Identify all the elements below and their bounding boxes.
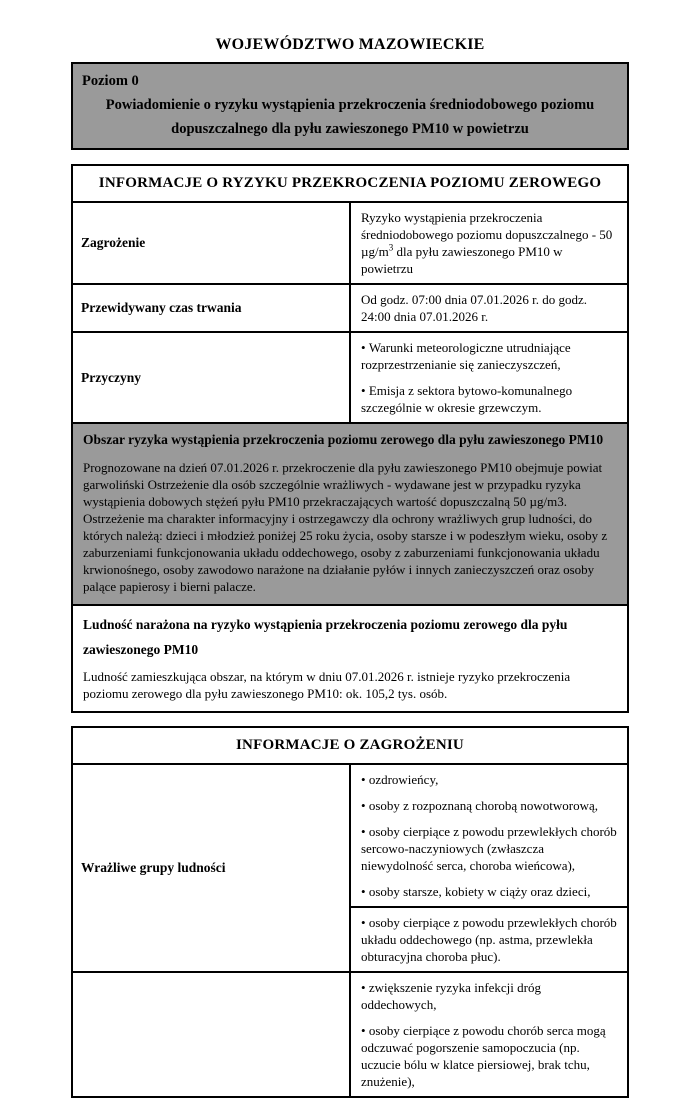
threat-label: Zagrożenie [72, 202, 350, 284]
table-row-threat [72, 202, 628, 284]
page-title: WOJEWÓDZTWO MAZOWIECKIE [215, 36, 485, 53]
risk-info-section [71, 164, 629, 713]
causes-bullet-list [361, 339, 617, 416]
table-header-row [72, 165, 628, 202]
table-header-row [72, 727, 628, 764]
bullet-item: • osoby cierpiące z powodu chorób serca mogą odczuwać pogorszenie samopoczucia (np. uczucie bólu w klatce piersiowej, brak tchu, znużenie), [361, 1022, 617, 1090]
bullet-item: • osoby cierpiące z powodu przewlekłych chorób sercowo-naczyniowych (zwłaszcza niewydolność serca, choroba wieńcowa), [361, 823, 617, 874]
risk-table-title: INFORMACJE O RYZYKU PRZEKROCZENIA POZIOMU ZEROWEGO [72, 165, 628, 202]
threat-value-post: dla pyłu zawieszonego PM10 w powietrzu [361, 244, 563, 276]
table-row-duration [72, 284, 628, 332]
risk-area-heading: Obszar ryzyka wystąpienia przekroczenia poziomu zerowego dla pyłu zawieszonego PM10 [83, 432, 604, 447]
hazard-info-table [71, 726, 629, 1098]
population-heading: Ludność narażona na ryzyko wystąpienia przekroczenia poziomu zerowego dla pyłu zawieszonego PM10 [83, 617, 568, 657]
bullet-item: • osoby z rozpoznaną chorobą nowotworową, [361, 797, 617, 814]
duration-label: Przewidywany czas trwania [72, 284, 350, 332]
table-row-population [72, 605, 628, 712]
sensitive-groups-respiratory [350, 907, 628, 972]
bullet-item: • osoby starsze, kobiety w ciąży oraz dzieci, [361, 883, 617, 900]
alert-level-banner [71, 62, 629, 150]
respiratory-bullet-list [361, 914, 617, 965]
risk-area-body: Prognozowane na dzień 07.01.2026 r. przekroczenie dla pyłu zawieszonego PM10 obejmuje powiat garwoliński Ostrzeżenie dla osób szczególnie wrażliwych - wydawane jest w przypadku ryzyka wystąpienia dobowych stężeń pyłu PM10 przekraczających wartość dopuszczalną 50 µg/m3. Ostrzeżenie ma charakter informacyjny i ostrzegawczy dla ochrony wrażliwych grup ludności, do których należą: dzieci i młodzież poniżej 25 roku życia, osoby starsze i w podeszłym wieku, osoby z zaburzeniami funkcjonowania układu oddechowego, osoby z zaburzeniami funkcjonowania układu krwionośnego, osoby zawodowo narażone na działanie pyłów i innych zanieczyszczeń oraz osoby palące papierosy i bierni palacze. [83, 460, 608, 594]
bullet-item: • osoby cierpiące z powodu przewlekłych chorób układu oddechowego (np. astma, przewlekła obturacyjna choroba płuc). [361, 914, 617, 965]
bullet-item: • zwiększenie ryzyka infekcji dróg oddechowych, [361, 979, 617, 1013]
sensitive-groups-label: Wrażliwe grupy ludności [72, 764, 350, 972]
sensitive-groups-bullet-list [361, 771, 617, 900]
table-row-risk-area [72, 423, 628, 605]
threat-value-pre: Ryzyko wystąpienia przekroczenia średniodobowego poziomu dopuszczalnego - 50 µg/m [361, 210, 613, 259]
hazard-table-title: INFORMACJE O ZAGROŻENIU [72, 727, 628, 764]
hazard-info-section [71, 726, 629, 1098]
risk-info-table [71, 164, 629, 713]
causes-value [350, 332, 628, 423]
duration-value: Od godz. 07:00 dnia 07.01.2026 r. do godz. 24:00 dnia 07.01.2026 r. [350, 284, 628, 332]
population-section [72, 605, 628, 712]
threat-value-superscript: 3 [388, 242, 394, 253]
alert-description: Powiadomienie o ryzyku wystąpienia przekroczenia średniodobowego poziomu dopuszczalnego dla pyłu zawieszonego PM10 w powietrzu [105, 97, 595, 137]
effects-bullet-list [361, 979, 617, 1090]
bullet-item: • Emisja z sektora bytowo-komunalnego szczególnie w okresie grzewczym. [361, 382, 617, 416]
sensitive-groups-main [350, 764, 628, 907]
threat-value [350, 202, 628, 284]
population-body: Ludność zamieszkująca obszar, na którym w dniu 07.01.2026 r. istnieje ryzyko przekroczenia poziomu zerowego dla pyłu zawieszonego PM10: ok. 105,2 tys. osób. [83, 669, 571, 701]
table-row-causes [72, 332, 628, 423]
causes-label: Przyczyny [72, 332, 350, 423]
alert-level-label: Poziom 0 [82, 73, 139, 89]
bullet-item: • ozdrowieńcy, [361, 771, 617, 788]
table-row-sensitive-groups [72, 764, 628, 907]
bullet-item: • Warunki meteorologiczne utrudniające rozprzestrzenianie się zanieczyszczeń, [361, 339, 617, 373]
risk-area-section [72, 423, 628, 605]
effects-label-empty [81, 1005, 341, 1065]
